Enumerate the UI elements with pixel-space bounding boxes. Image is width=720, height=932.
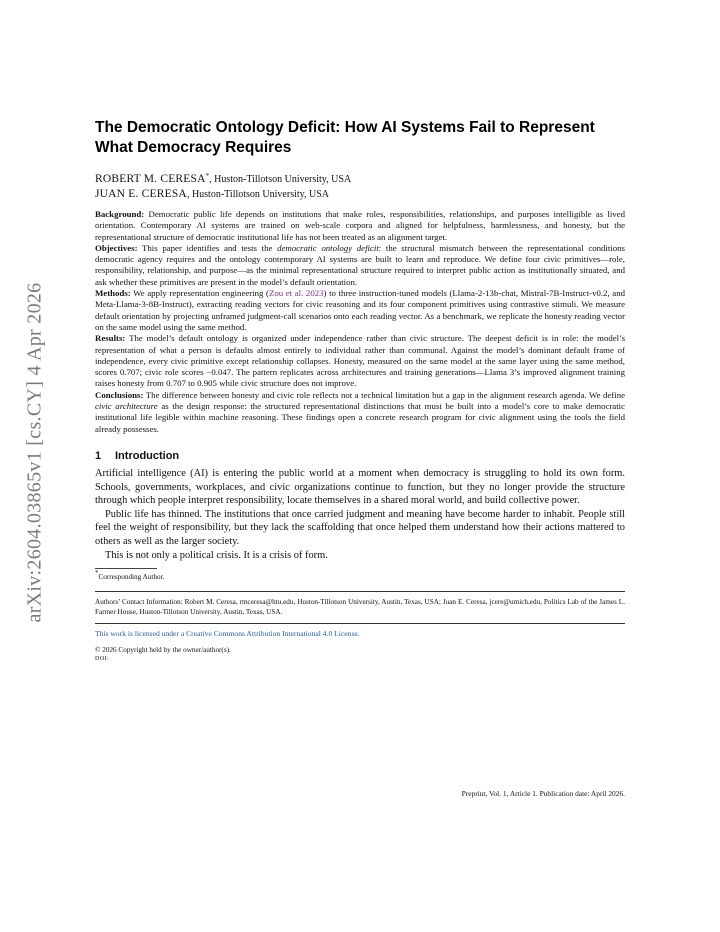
arxiv-identifier: arXiv:2604.03865v1 [cs.CY] 4 Apr 2026 [23, 282, 46, 622]
abstract-conclusions [95, 390, 625, 435]
abstract [95, 209, 625, 435]
abstract-label: Objectives: [95, 242, 138, 253]
author-affiliation: , Huston-Tillotson University, USA [209, 174, 352, 185]
body-paragraph: Artificial intelligence (AI) is entering the public world at a moment when democracy is struggling to hold its own form. Schools, governments, workplaces, and civic organizations continue to function, but they no longer provide the structure through which people interpret responsibility, locate themselves in a shared moral world, and build collective power. [95, 467, 625, 507]
section-number: 1 [95, 449, 102, 462]
author-line-1 [95, 172, 625, 187]
divider [95, 623, 625, 624]
license-link[interactable]: This work is licensed under a Creative Commons Attribution International 4.0 License. [95, 629, 360, 639]
footnote [95, 569, 625, 582]
abstract-text: The difference between honesty and civic role reflects not a technical limitation but a gap in the alignment research agenda. We define [145, 389, 626, 400]
author-name: ROBERT M. CERESA [95, 173, 206, 185]
body-paragraph: This is not only a political crisis. It is a crisis of form. [105, 549, 328, 561]
abstract-label: Conclusions: [95, 389, 144, 400]
doi-label: DOI: [95, 656, 110, 663]
section-title: Introduction [115, 449, 180, 462]
footnote-marker: * [95, 569, 99, 578]
abstract-label: Methods: [95, 288, 131, 299]
footnote-divider [95, 568, 157, 569]
abstract-background [95, 209, 625, 243]
abstract-text: Democratic public life depends on institutions that make roles, responsibilities, relationships, and purposes intelligible as lived orientation. Contemporary AI systems are trained on web-scale corpora and aligned for helpfulness, harmlessness, and honesty, but the representational structure of democratic institutional life has not been treated as an alignment target. [95, 209, 625, 242]
emphasized-term: democratic ontology deficit [277, 242, 379, 253]
divider [95, 591, 625, 592]
arxiv-identifier-sidebar [20, 262, 50, 642]
emphasized-term: civic architecture [95, 401, 158, 412]
author-line-2 [95, 187, 625, 202]
abstract-text: ) to three instruction-tuned models (Llama-2-13b-chat, Mistral-7B-Instruct-v0.2, and Meta-Llama-3-8B-Instruct), extracting reading vectors for civic reasoning and its four component primitives using contrastive stimuli. We measure default orientation by projecting unframed judgment-call scenarios onto each reading vector. As a benchmark, we replicate the honesty reading vector on the same model using the same method. [95, 288, 625, 332]
corresponding-marker: * [205, 172, 210, 180]
body-paragraph: Public life has thinned. The institutions that once carried judgment and meaning have become harder to inhabit. People still feel the weight of responsibility, but they lack the scaffolding that once helped them understand how their actions mattered to others as well as the larger society. [95, 508, 625, 547]
running-footer: Preprint, Vol. 1, Article 1. Publication date: April 2026. [461, 789, 625, 798]
copyright-notice: © 2026 Copyright held by the owner/author(s). [95, 646, 231, 655]
abstract-label: Results: [95, 333, 126, 344]
author-name: JUAN E. CERESA [95, 188, 187, 200]
footnote-text: Corresponding Author. [98, 573, 165, 582]
author-contact-info: Authors’ Contact Information: Robert M. Ceresa, rmceresa@htu.edu, Huston-Tillotson University, Austin, Texas, USA; Juan E. Ceresa, jcere@umich.edu, Politics Lab of the James L. Farmer House, Huston-Tillotson University, Austin, Texas, USA. [95, 598, 625, 617]
section-heading [95, 449, 625, 463]
section-body [95, 467, 625, 562]
abstract-text: as the design response: the structured representational distinctions that must be built into a model’s core to make democratic institutional life legible within machine reasoning. These findings open a concrete research program for civic alignment using the tools the field already possesses. [95, 401, 626, 434]
abstract-text: This paper identifies and tests the [142, 242, 278, 253]
paper-title: The Democratic Ontology Deficit: How AI Systems Fail to Represent What Democracy Requires [95, 119, 595, 156]
citation-link[interactable]: Zou et al. 2023 [268, 288, 324, 299]
abstract-label: Background: [95, 209, 145, 219]
abstract-text: : the structural mismatch between the representational conditions democratic agency requires and the ontology contemporary AI systems are built to learn and reproduce. We define four civic primitives—role, responsibility, relationship, and purpose—as the minimal representational structure required to interpret public action as institutionally situated, and ask whether these primitives are present in the model’s default orientation. [95, 242, 625, 287]
abstract-results [95, 333, 625, 389]
abstract-text: The model’s default ontology is organized under independence rather than civic structure. The deepest deficit is in role: the model’s representation of what a person is defaults almost entirely to individual rather than communal. Against the model’s dominant default frame of independence, every civic primitive except relationship collapses. Honesty, measured on the same model at the same layer using the same method, scores 0.707; civic role scores −0.047. The pattern replicates across architectures and training generations—Llama 3’s improved alignment training raises honesty from 0.707 to 0.905 while civic structure does not improve. [95, 333, 625, 389]
abstract-objectives [95, 243, 625, 288]
abstract-methods [95, 288, 625, 333]
abstract-text: We apply representation engineering ( [133, 288, 269, 299]
paper-page [95, 118, 625, 664]
author-affiliation: , Huston-Tillotson University, USA [186, 189, 329, 200]
